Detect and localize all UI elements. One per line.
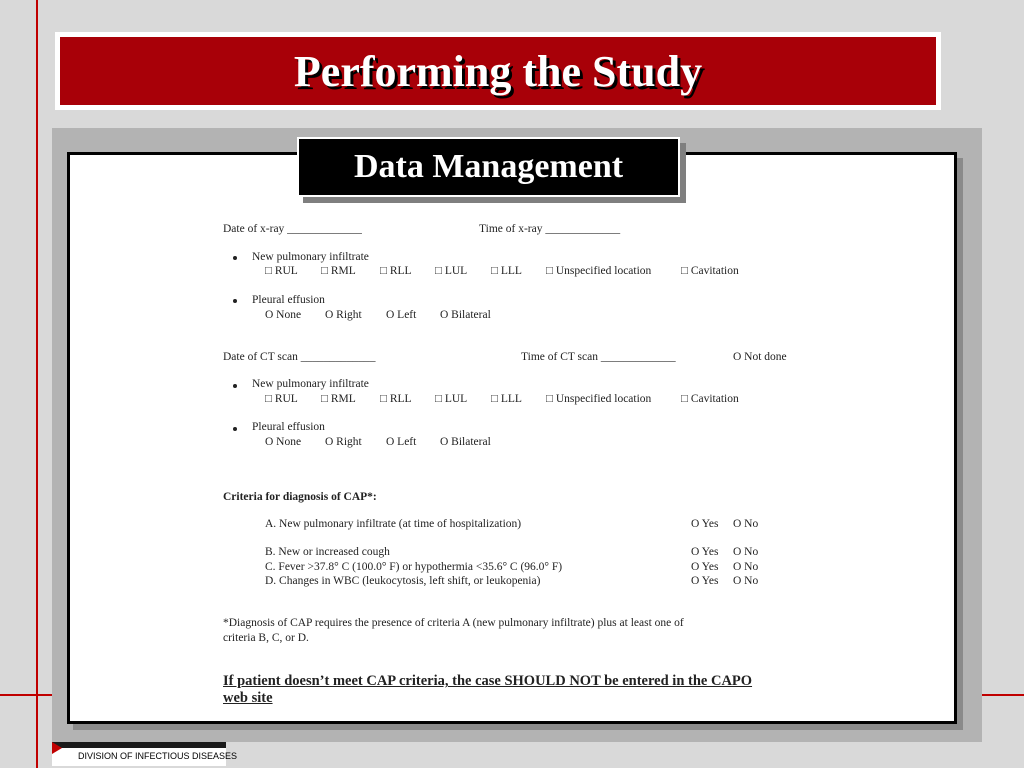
- criteria-a-yes: O Yes: [691, 518, 719, 530]
- criteria-d: D. Changes in WBC (leukocytosis, left shift, or leukopenia): [265, 575, 541, 587]
- ct-effusion-label: Pleural effusion: [252, 421, 325, 433]
- logo-wordmark-band: [52, 742, 226, 748]
- ct-date: Date of CT scan _____________: [223, 351, 376, 363]
- criteria-c-yes: O Yes: [691, 561, 719, 573]
- university-logo: [52, 742, 238, 766]
- xray-option-unspecified: □ Unspecified location: [546, 265, 652, 277]
- xray-time: Time of x-ray _____________: [479, 223, 621, 235]
- xray-option-rul: □ RUL: [265, 265, 298, 277]
- criteria-c: C. Fever >37.8° C (100.0° F) or hypothermia <35.6° C (96.0° F): [265, 561, 563, 573]
- title-bar-fill: [60, 37, 936, 105]
- section-subtitle-box: [297, 137, 680, 197]
- note-line-2: criteria B, C, or D.: [223, 632, 309, 644]
- ct-option-rml: □ RML: [321, 393, 356, 405]
- bullet-icon: [233, 256, 237, 260]
- xray-option-rml: □ RML: [321, 265, 356, 277]
- criteria-a-no: O No: [733, 518, 759, 530]
- xray-date: Date of x-ray _____________: [223, 223, 362, 235]
- bullet-icon: [233, 427, 237, 431]
- bullet-icon: [233, 299, 237, 303]
- xray-option-rll: □ RLL: [380, 265, 412, 277]
- bottom-accent-line-right: [980, 694, 1024, 696]
- form-image: [163, 214, 875, 718]
- warning-line-2: web site: [223, 690, 273, 706]
- ct-option-rul: □ RUL: [265, 393, 298, 405]
- xray-option-cavitation: □ Cavitation: [681, 265, 739, 277]
- criteria-b: B. New or increased cough: [265, 546, 390, 558]
- ct-infiltrate-label: New pulmonary infiltrate: [252, 378, 369, 390]
- note-line-1: *Diagnosis of CAP requires the presence of criteria A (new pulmonary infiltrate) plus at least one of: [223, 617, 684, 629]
- xray-effusion-left: O Left: [386, 309, 417, 321]
- xray-effusion-none: O None: [265, 309, 302, 321]
- xray-infiltrate-label: New pulmonary infiltrate: [252, 251, 369, 263]
- ct-time: Time of CT scan _____________: [521, 351, 676, 363]
- ct-option-lll: □ LLL: [491, 393, 522, 405]
- xray-option-lul: □ LUL: [435, 265, 468, 277]
- criteria-a: A. New pulmonary infiltrate (at time of hospitalization): [265, 518, 522, 530]
- ct-option-lul: □ LUL: [435, 393, 468, 405]
- slide-title: Performing the Study: [293, 46, 703, 96]
- ct-option-unspecified: □ Unspecified location: [546, 393, 652, 405]
- ct-effusion-bilateral: O Bilateral: [440, 436, 491, 448]
- xray-effusion-right: O Right: [325, 309, 362, 321]
- criteria-d-yes: O Yes: [691, 575, 719, 587]
- xray-effusion-bilateral: O Bilateral: [440, 309, 491, 321]
- bullet-icon: [233, 384, 237, 388]
- left-accent-line: [36, 0, 38, 768]
- ct-effusion-left: O Left: [386, 436, 417, 448]
- ct-effusion-none: O None: [265, 436, 302, 448]
- logo-division-text: DIVISION OF INFECTIOUS DISEASES: [78, 751, 238, 761]
- ct-effusion-right: O Right: [325, 436, 362, 448]
- xray-option-lll: □ LLL: [491, 265, 522, 277]
- criteria-b-no: O No: [733, 546, 759, 558]
- xray-effusion-label: Pleural effusion: [252, 294, 325, 306]
- warning-line-1: If patient doesn’t meet CAP criteria, the case SHOULD NOT be entered in the CAPO: [223, 673, 753, 689]
- logo-arrow-icon: [52, 742, 62, 754]
- ct-not-done: O Not done: [733, 351, 787, 363]
- ct-option-cavitation: □ Cavitation: [681, 393, 739, 405]
- criteria-heading: Criteria for diagnosis of CAP*:: [223, 491, 377, 503]
- title-bar: [55, 32, 941, 110]
- criteria-c-no: O No: [733, 561, 759, 573]
- ct-option-rll: □ RLL: [380, 393, 412, 405]
- criteria-b-yes: O Yes: [691, 546, 719, 558]
- section-subtitle: Data Management: [353, 148, 624, 185]
- criteria-d-no: O No: [733, 575, 759, 587]
